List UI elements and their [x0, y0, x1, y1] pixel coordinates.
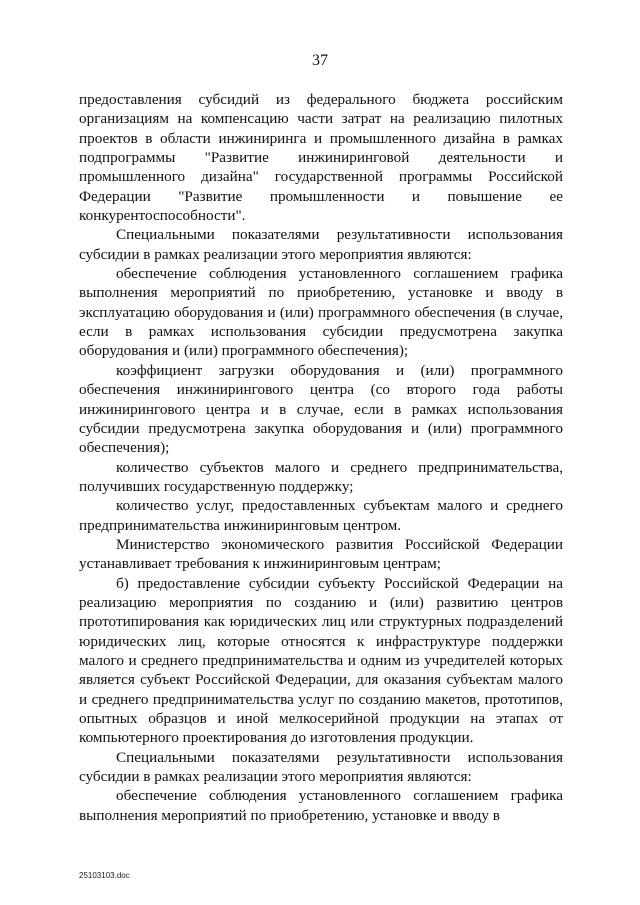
- paragraph: Специальными показателями результативности использования субсидии в рамках реализации этого мероприятия являются:: [79, 748, 563, 786]
- paragraph: Министерство экономического развития Российской Федерации устанавливает требования к инжиниринговым центрам;: [79, 535, 563, 573]
- paragraph: количество субъектов малого и среднего предпринимательства, получивших государственную поддержку;: [79, 458, 563, 495]
- paragraph: Специальными показателями результативности использования субсидии в рамках реализации этого мероприятия являются:: [79, 226, 563, 263]
- footer-file-code: 25103103.doc: [79, 871, 130, 880]
- paragraph: обеспечение соблюдения установленного соглашением графика выполнения мероприятий по приобретению, установке и вводу в: [79, 787, 563, 824]
- paragraph: количество услуг, предоставленных субъектам малого и среднего предпринимательства инжиниринговым центром.: [79, 497, 563, 534]
- paragraph: предоставления субсидий из федерального бюджета российским организациям на компенсацию части затрат на реализацию пилотных проектов в области инжиниринга и промышленного дизайна в рамках подпрограммы "Развитие инжиниринговой деятельности и промышленного дизайна" государственной программы Российской Федерации "Развитие промышленности и повышение ее конкурентоспособности".: [79, 91, 563, 225]
- paragraph: коэффициент загрузки оборудования и (или) программного обеспечения инжинирингового центра (со второго года работы инжинирингового центра и в случае, если в рамках использования субсидии предусмотрена закупка оборудования и (или) программного обеспечения);: [79, 361, 563, 457]
- paragraph: обеспечение соблюдения установленного соглашением графика выполнения мероприятий по приобретению, установке и вводу в эксплуатацию оборудования и (или) программного обеспечения (в случае, если в рамках использования субсидии предусмотрена закупка оборудования и (или) программного обеспечения);: [79, 265, 563, 360]
- paragraph: б) предоставление субсидии субъекту Российской Федерации на реализацию мероприятия по созданию и (или) развитию центров прототипирования как юридических лиц или структурных подразделений юридических лиц, которые относятся к инфраструктуре поддержки малого и среднего предпринимательства и одним из учредителей которых является субъект Российской Федерации, для оказания субъектам малого и среднего предпринимательства услуг по созданию макетов, прототипов, опытных образцов и иной мелкосерийной продукции на этапах от компьютерного проектирования до изготовления продукции.: [79, 574, 563, 747]
- page-number: 37: [312, 52, 328, 69]
- document-body: [79, 90, 563, 825]
